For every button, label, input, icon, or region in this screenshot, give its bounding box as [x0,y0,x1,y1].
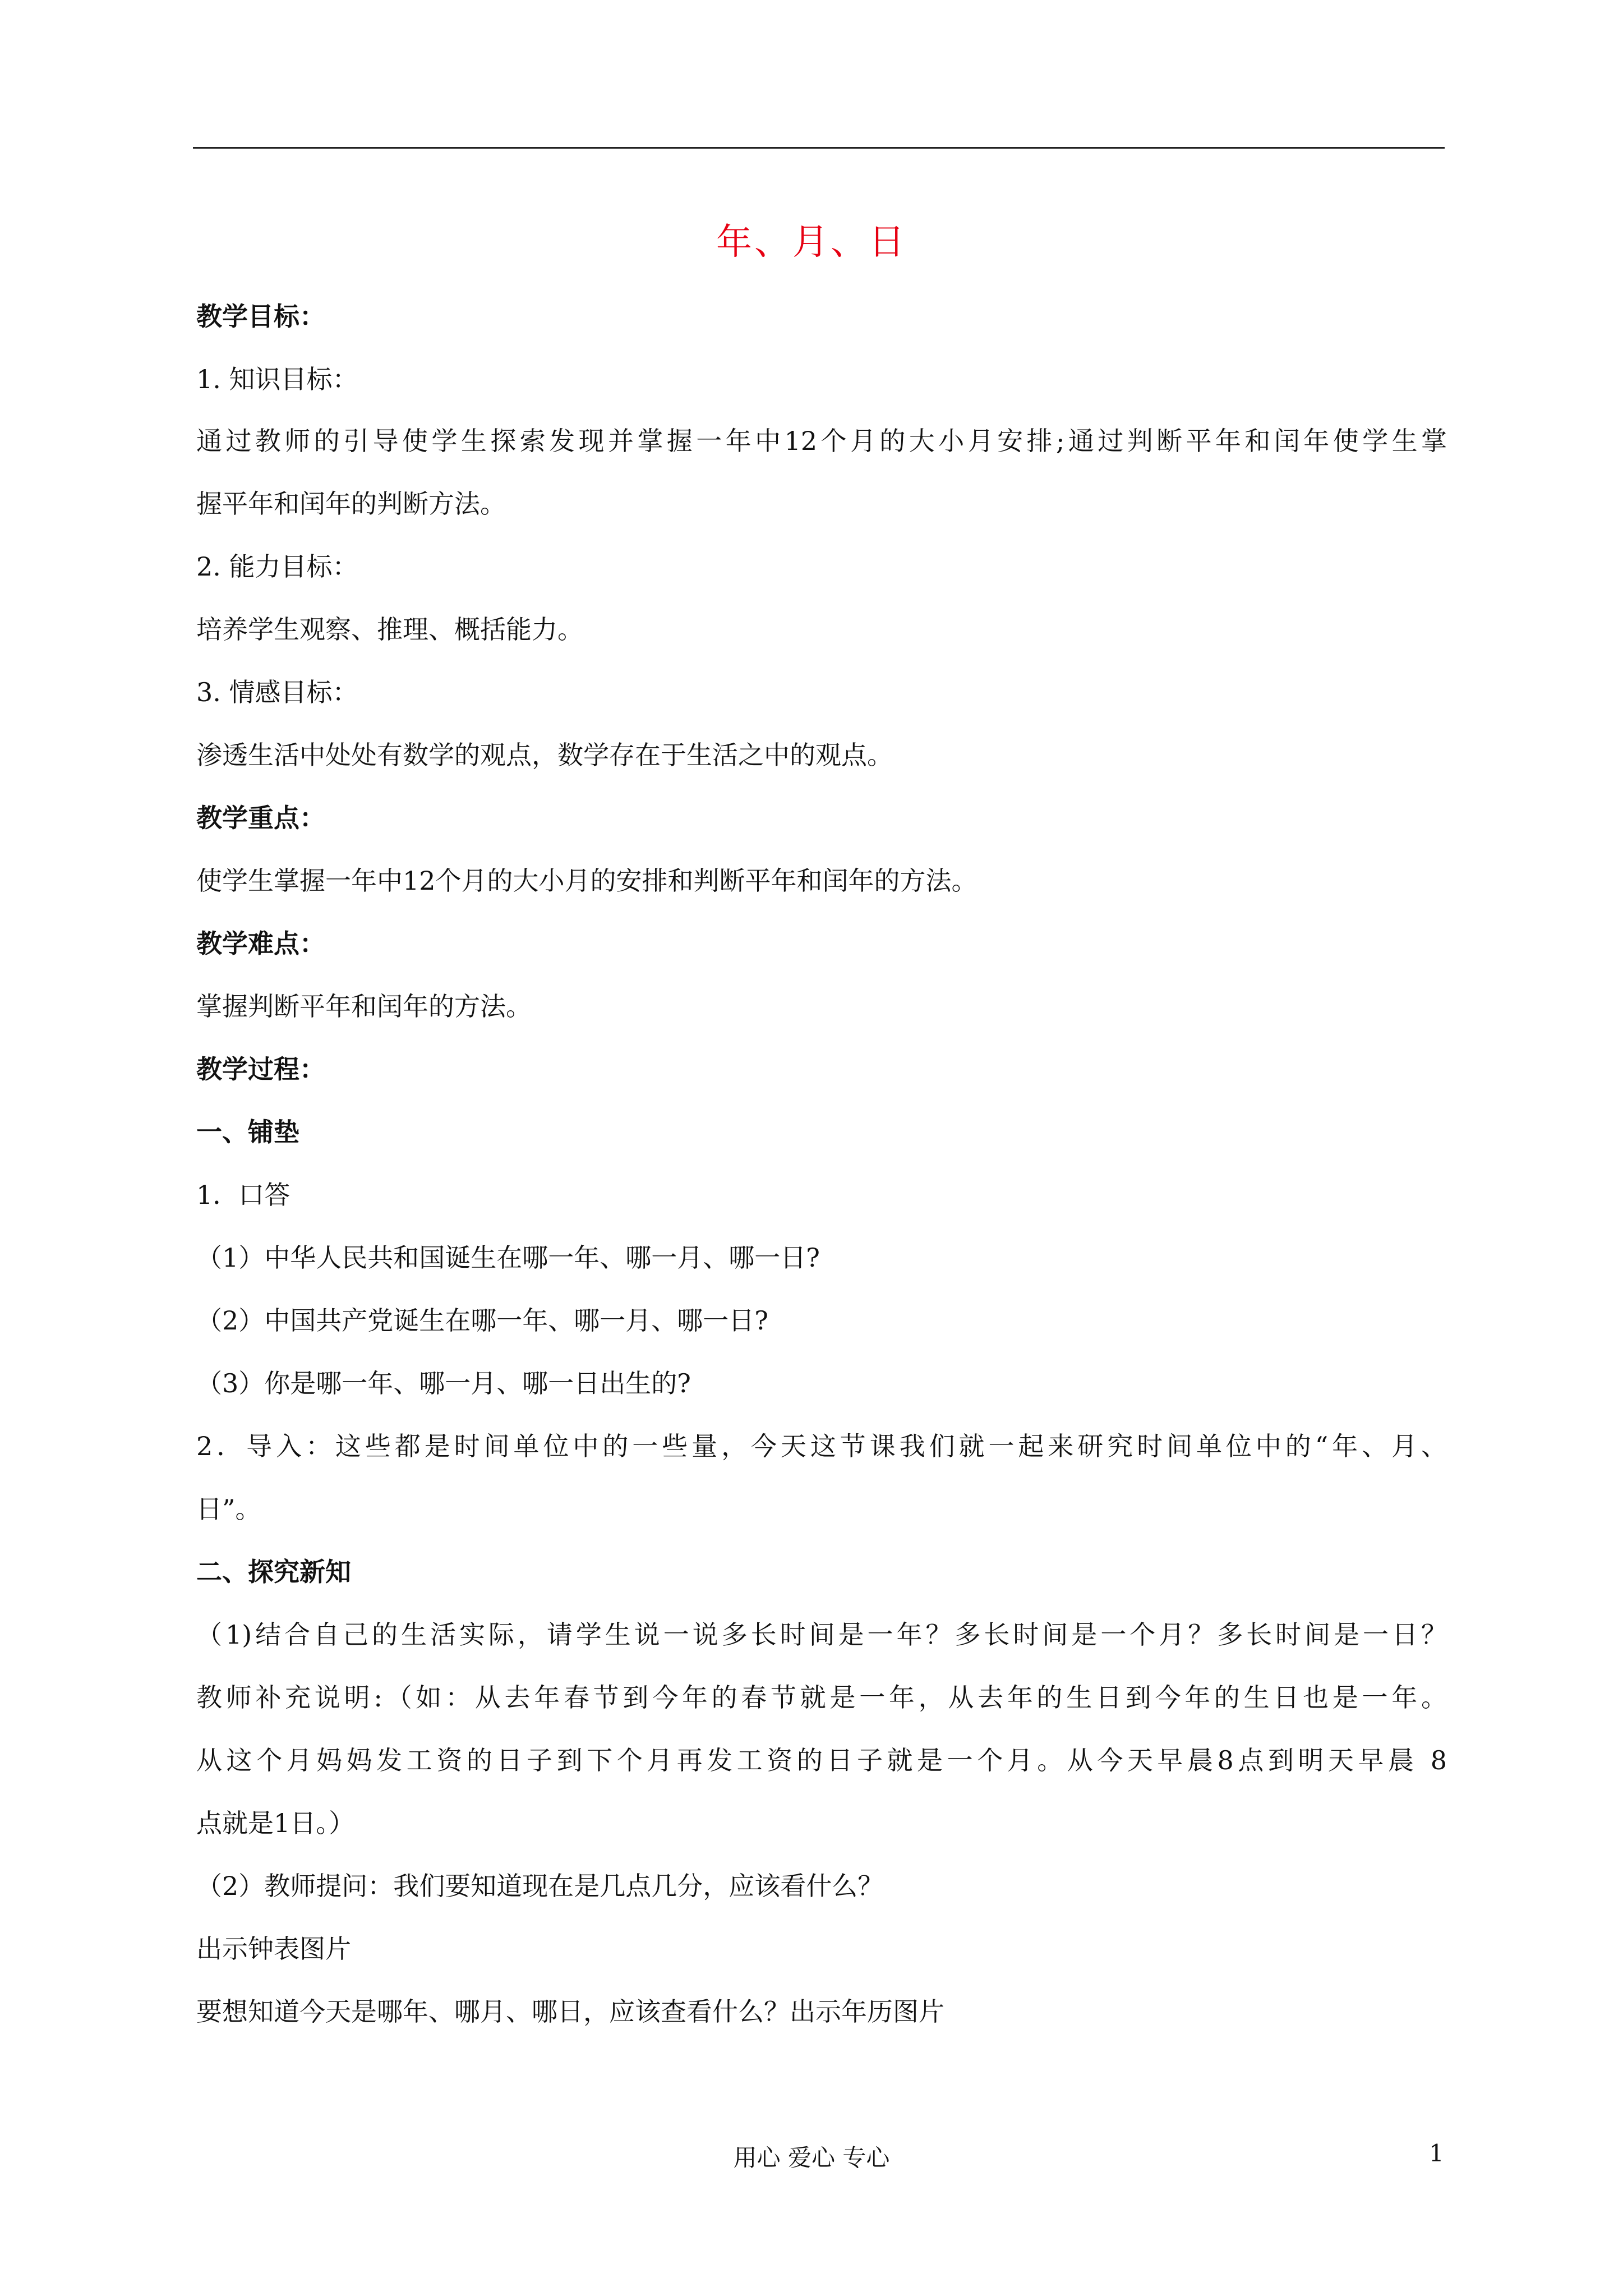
explore-item-1: （1)结合自己的生活实际，请学生说一说多长时间是一年？多长时间是一个月？多长时间是一日？ [196,1619,1447,1650]
emotion-goal-text: 渗透生活中处处有数学的观点，数学存在于生活之中的观点。 [196,740,893,770]
page-number: 1 [1429,2139,1444,2167]
header-rule [193,147,1445,149]
section-1-heading: 一、铺垫 [196,1117,299,1147]
intro-text-2: 日”。 [196,1494,261,1524]
question-3: （3）你是哪一年、哪一月、哪一日出生的? [196,1368,691,1398]
knowledge-goal-text-2: 握平年和闰年的判断方法。 [196,489,506,519]
knowledge-goal-label: 1. 知识目标： [196,364,358,394]
heading-process: 教学过程： [196,1054,325,1084]
teacher-note-3: 点就是1日。） [196,1808,355,1838]
heading-difficulties: 教学难点： [196,928,325,959]
question-1: （1）中华人民共和国诞生在哪一年、哪一月、哪一日? [196,1243,820,1273]
heading-key-points: 教学重点： [196,803,325,833]
key-points-text: 使学生掌握一年中12个月的大小月的安排和判断平年和闰年的方法。 [196,866,978,896]
teacher-note-2: 从这个月妈妈发工资的日子到下个月再发工资的日子就是一个月。从今天早晨8点到明天早晨 8 [196,1745,1447,1775]
question-2: （2）中国共产党诞生在哪一年、哪一月、哪一日? [196,1305,768,1336]
ability-goal-text: 培养学生观察、推理、概括能力。 [196,614,583,645]
show-calendar-question: 要想知道今天是哪年、哪月、哪日，应该查看什么？出示年历图片 [196,1996,944,2027]
oral-answer-label: 1．口答 [196,1180,291,1210]
teacher-note-1: 教师补充说明:（如：从去年春节到今年的春节就是一年，从去年的生日到今年的生日也是一年。 [196,1682,1447,1713]
section-2-heading: 二、探究新知 [196,1557,351,1587]
emotion-goal-label: 3. 情感目标： [196,677,358,707]
show-clock-picture: 出示钟表图片 [196,1934,351,1964]
difficulties-text: 掌握判断平年和闰年的方法。 [196,991,532,1022]
footer-motto: 用心 爱心 专心 [733,2144,890,2171]
explore-item-2: （2）教师提问：我们要知道现在是几点几分，应该看什么？ [196,1871,884,1901]
ability-goal-label: 2. 能力目标： [196,551,358,582]
intro-text-1: 2．导入：这些都是时间单位中的一些量，今天这节课我们就一起来研究时间单位中的“年、月、 [196,1431,1447,1461]
heading-teaching-goals: 教学目标： [196,301,325,332]
knowledge-goal-text-1: 通过教师的引导使学生探索发现并掌握一年中12个月的大小月安排;通过判断平年和闰年使学生掌 [196,426,1447,456]
document-title: 年、月、日 [716,222,907,263]
